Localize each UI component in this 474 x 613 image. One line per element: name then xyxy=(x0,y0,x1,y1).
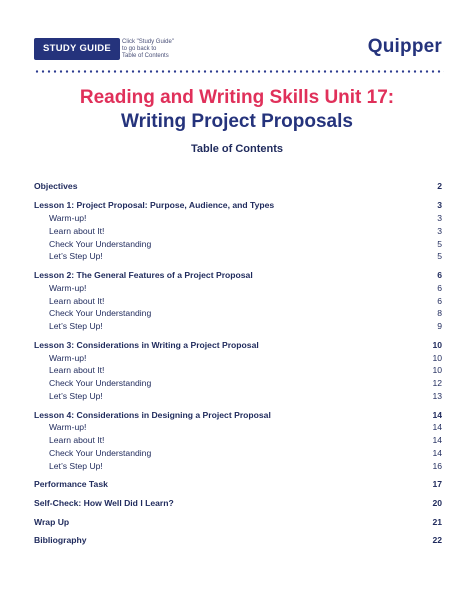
toc-entry-page: 22 xyxy=(432,535,442,546)
toc-entry[interactable] xyxy=(34,269,444,282)
toc-subentry-label[interactable]: Learn about It! xyxy=(49,365,105,376)
hint-line: to go back to xyxy=(122,46,157,52)
toc-subentry[interactable] xyxy=(34,307,444,320)
toc-subentry[interactable] xyxy=(34,434,444,447)
toc-entry-label[interactable]: Lesson 3: Considerations in Writing a Project Proposal xyxy=(34,339,259,350)
toc-subentry-label[interactable]: Warm-up! xyxy=(49,282,87,293)
toc-subentry[interactable] xyxy=(34,377,444,390)
toc-subentry[interactable] xyxy=(34,238,444,251)
page-header xyxy=(34,38,444,64)
table-of-contents xyxy=(34,180,444,547)
toc-subentry-page: 12 xyxy=(432,378,442,389)
toc-entry-label[interactable]: Wrap Up xyxy=(34,516,70,527)
toc-entry[interactable] xyxy=(34,478,444,491)
title-line-1: Reading and Writing Skills Unit 17: xyxy=(79,87,395,108)
toc-entry-label[interactable]: Objectives xyxy=(34,181,78,191)
toc-subentry-page: 16 xyxy=(432,460,442,471)
toc-subentry-page: 3 xyxy=(437,225,442,236)
toc-entry[interactable] xyxy=(34,534,444,547)
toc-subentry-label[interactable]: Warm-up! xyxy=(49,352,87,363)
toc-entry-label[interactable]: Self-Check: How Well Did I Learn? xyxy=(34,497,174,508)
toc-subentry-page: 13 xyxy=(432,390,442,401)
toc-subentry-label[interactable]: Check Your Understanding xyxy=(49,378,152,389)
toc-subentry-page: 14 xyxy=(432,435,442,446)
toc-subentry[interactable] xyxy=(34,282,444,295)
toc-subentry-label[interactable]: Let’s Step Up! xyxy=(49,321,103,332)
toc-entry-page: 3 xyxy=(437,200,442,211)
toc-subentry-page: 5 xyxy=(437,251,442,262)
dotted-divider xyxy=(34,70,444,73)
toc-subentry-page: 6 xyxy=(437,282,442,293)
toc-subentry[interactable] xyxy=(34,364,444,377)
toc-subentry-label[interactable]: Check Your Understanding xyxy=(49,308,152,319)
toc-entry[interactable] xyxy=(34,409,444,422)
toc-subentry[interactable] xyxy=(34,460,444,473)
toc-subentry-page: 10 xyxy=(432,365,442,376)
study-guide-button[interactable]: STUDY GUIDE xyxy=(34,38,120,60)
toc-entry-label[interactable]: Lesson 1: Project Proposal: Purpose, Audience, and Types xyxy=(34,200,275,211)
toc-entry[interactable] xyxy=(34,339,444,352)
toc-entry-label[interactable]: Performance Task xyxy=(34,479,108,490)
toc-subentry[interactable] xyxy=(34,250,444,263)
toc-entry[interactable] xyxy=(34,516,444,529)
toc-entry-label[interactable]: Lesson 2: The General Features of a Project Proposal xyxy=(34,269,253,280)
toc-heading: Table of Contents xyxy=(190,143,284,155)
toc-subentry[interactable] xyxy=(34,352,444,365)
title-line-2: Writing Project Proposals xyxy=(121,111,353,132)
toc-subentry-label[interactable]: Let’s Step Up! xyxy=(49,460,103,471)
study-guide-hint xyxy=(122,39,202,60)
toc-subentry-label[interactable]: Warm-up! xyxy=(49,212,87,223)
toc-subentry[interactable] xyxy=(34,421,444,434)
toc-subentry-page: 8 xyxy=(437,308,442,319)
hint-line: Table of Contents xyxy=(122,53,169,59)
toc-entry-page: 6 xyxy=(437,269,442,280)
toc-subentry-page: 6 xyxy=(437,295,442,306)
toc-subentry-page: 5 xyxy=(437,238,442,249)
toc-subentry-label[interactable]: Check Your Understanding xyxy=(49,238,152,249)
toc-subentry-page: 14 xyxy=(432,447,442,458)
toc-subentry[interactable] xyxy=(34,390,444,403)
toc-entry-label[interactable]: Lesson 4: Considerations in Designing a Project Proposal xyxy=(34,409,271,420)
toc-subentry-label[interactable]: Check Your Understanding xyxy=(49,447,152,458)
toc-entry-page: 14 xyxy=(432,409,442,420)
toc-subentry[interactable] xyxy=(34,225,444,238)
toc-entry-page: 21 xyxy=(432,516,442,527)
toc-entry[interactable] xyxy=(34,497,444,510)
toc-subentry-page: 10 xyxy=(432,352,442,363)
toc-entry-label[interactable]: Bibliography xyxy=(34,535,87,546)
toc-subentry-label[interactable]: Let’s Step Up! xyxy=(49,390,103,401)
toc-subentry[interactable] xyxy=(34,295,444,308)
hint-line: Click "Study Guide" xyxy=(122,39,174,45)
toc-subentry-label[interactable]: Learn about It! xyxy=(49,435,105,446)
toc-entry-page: 17 xyxy=(432,479,442,490)
quipper-logo: Quipper xyxy=(367,36,442,57)
toc-entry-page: 10 xyxy=(432,339,442,350)
toc-entry[interactable] xyxy=(34,180,444,193)
toc-entry-page: 20 xyxy=(432,497,442,508)
toc-subentry-label[interactable]: Warm-up! xyxy=(49,422,87,433)
toc-subentry-page: 9 xyxy=(437,321,442,332)
toc-subentry-page: 14 xyxy=(432,422,442,433)
toc-entry[interactable] xyxy=(34,199,444,212)
toc-subentry-label[interactable]: Learn about It! xyxy=(49,295,105,306)
toc-subentry[interactable] xyxy=(34,212,444,225)
toc-subentry[interactable] xyxy=(34,447,444,460)
document-title xyxy=(0,86,474,134)
toc-entry-page: 2 xyxy=(437,181,442,191)
toc-subentry-label[interactable]: Learn about It! xyxy=(49,225,105,236)
toc-subentry-page: 3 xyxy=(437,212,442,223)
toc-subentry[interactable] xyxy=(34,320,444,333)
toc-subentry-label[interactable]: Let’s Step Up! xyxy=(49,251,103,262)
